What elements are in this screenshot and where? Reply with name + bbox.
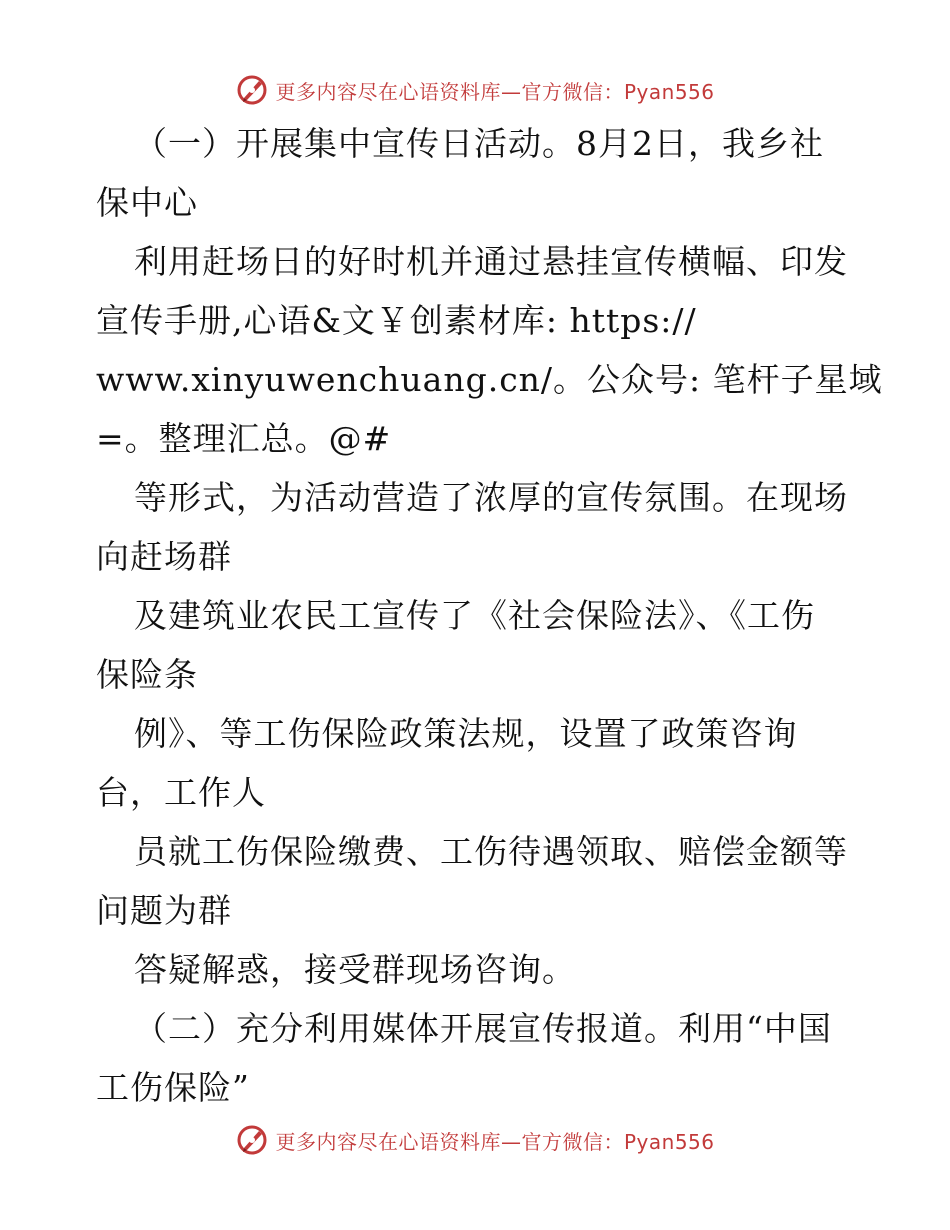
text-line: 及建筑业农民工宣传了《社会保险法》、《工伤	[134, 596, 815, 635]
text-line: 保中心	[96, 183, 198, 222]
watermark-separator: —	[500, 79, 522, 104]
watermark-brand: 更多内容尽在心语资料库	[275, 1129, 501, 1154]
text-line: 员就工伤保险缴费、工伤待遇领取、赔偿金额等	[134, 832, 848, 871]
pen-circle-logo-icon	[235, 1123, 269, 1157]
text-line: 问题为群	[96, 891, 232, 930]
watermark-wechat-label: 官方微信：	[521, 79, 624, 104]
text-line: =。整理汇总。@#	[96, 419, 392, 458]
text-line: 答疑解惑，接受群现场咨询。	[134, 950, 576, 989]
text-line: 保险条	[96, 655, 198, 694]
watermark-separator: —	[500, 1129, 522, 1154]
text-line: （二）充分利用媒体开展宣传报道。利用“中国	[134, 1009, 832, 1048]
document-body	[96, 114, 883, 1117]
footer-watermark	[0, 1118, 950, 1162]
watermark-wechat-label: 官方微信：	[521, 1129, 624, 1154]
text-line: 等形式，为活动营造了浓厚的宣传氛围。在现场	[134, 478, 848, 517]
watermark-wechat-id: Pyan556	[623, 1129, 715, 1154]
text-line: www.xinyuwenchuang.cn/。公众号: 笔杆子星域	[96, 360, 883, 399]
text-line: 台，工作人	[96, 773, 266, 812]
text-line: 利用赶场日的好时机并通过悬挂宣传横幅、印发	[134, 242, 848, 281]
header-watermark	[0, 68, 950, 112]
watermark-brand: 更多内容尽在心语资料库	[275, 79, 501, 104]
text-line: （一）开展集中宣传日活动。8月2日，我乡社	[134, 124, 824, 163]
text-line: 工伤保险”	[96, 1068, 250, 1107]
text-line: 例》、等工伤保险政策法规，设置了政策咨询	[134, 714, 798, 753]
pen-circle-logo-icon	[235, 73, 269, 107]
text-line: 宣传手册,心语&文￥创素材库: https://	[96, 301, 697, 340]
text-line: 向赶场群	[96, 537, 232, 576]
watermark-wechat-id: Pyan556	[623, 79, 715, 104]
